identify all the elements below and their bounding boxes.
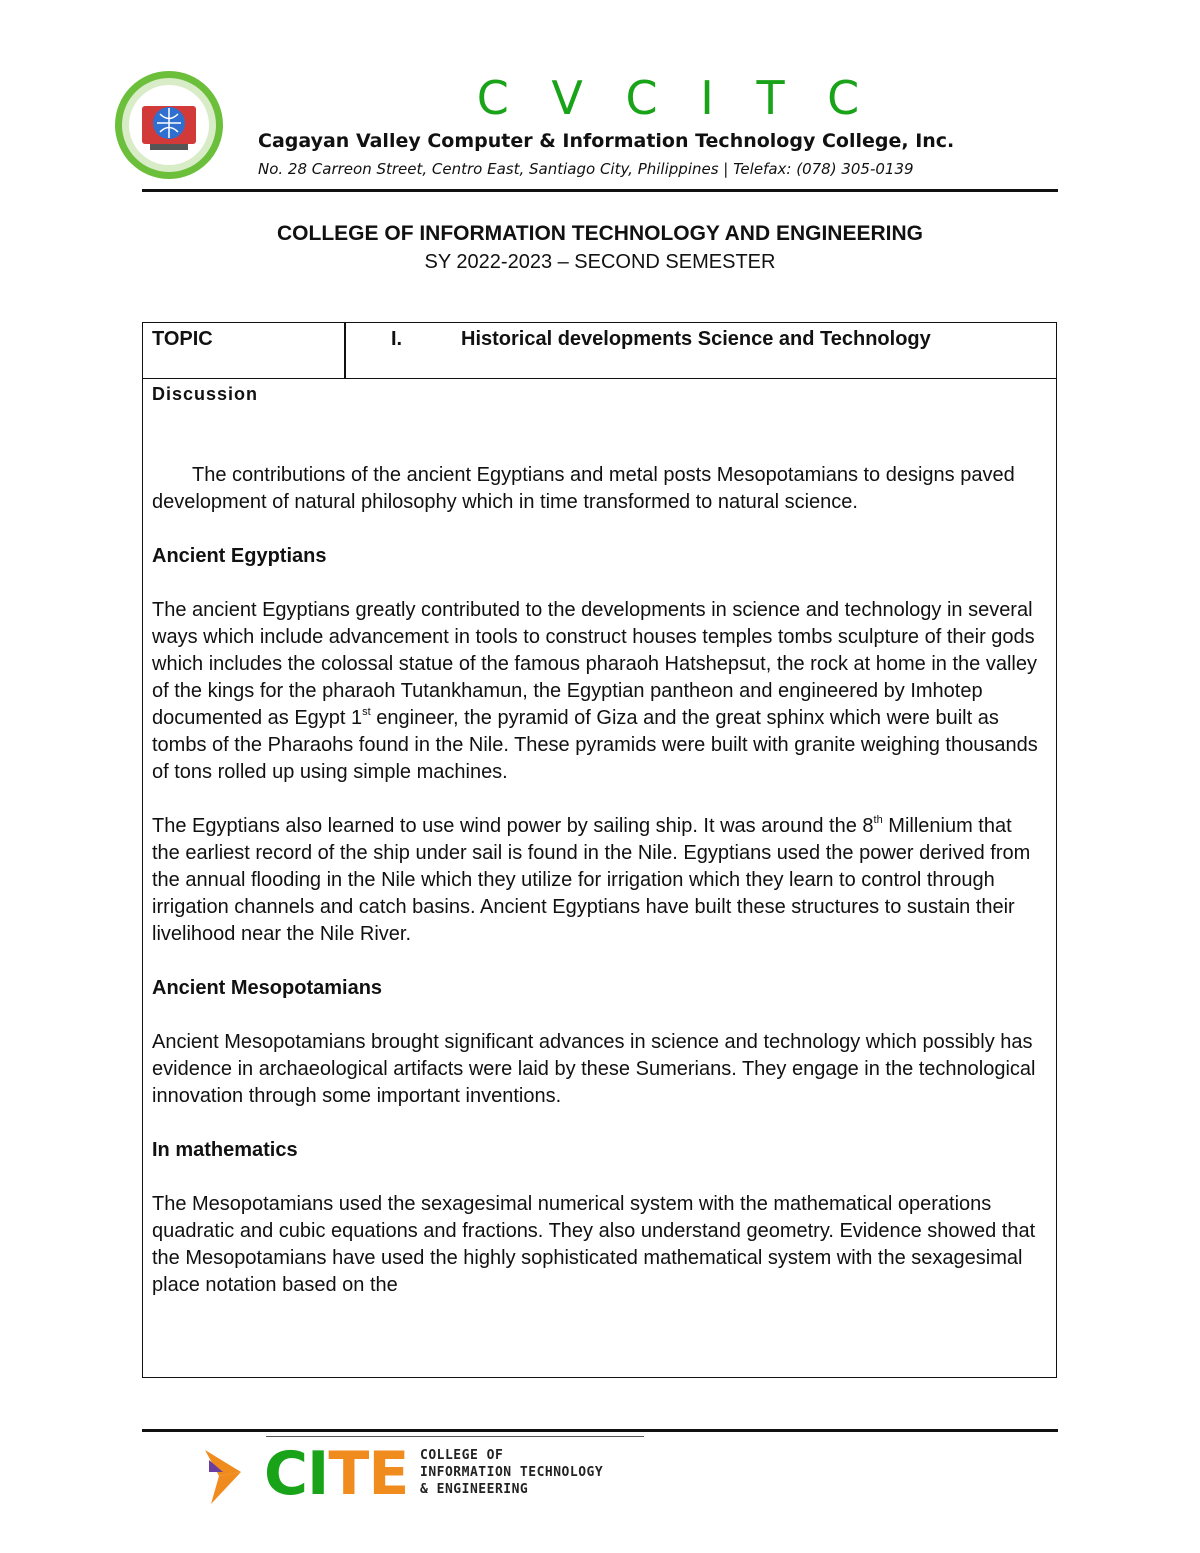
- semester-label: SY 2022-2023 – SECOND SEMESTER: [424, 251, 776, 273]
- egypt-p2-text-b: Millenium that the earliest record of the ship under sail is found in the Nile. Egyptians used the power derived from the annual flooding in the Nile which they utilize for irrigation which they learn to control through irrigation channels and catch basins. Ancient Egyptians have built these structures to sustain their livelihood near the Nile River.: [152, 815, 1031, 945]
- topic-row: [143, 323, 1056, 379]
- cite-letter-e: E: [368, 1439, 409, 1509]
- egypt-p1-text-b: engineer, the pyramid of Giza and the great sphinx which were built as tombs of the Pharaohs found in the Nile. These pyramids were built with granite weighing thousands of tons rolled up using simple machines.: [152, 707, 1038, 783]
- institution-name: Cagayan Valley Computer & Information Technology College, Inc.: [258, 130, 955, 152]
- topic-number: I.: [391, 328, 403, 350]
- footer-divider: [142, 1429, 1058, 1432]
- discussion-label: Discussion: [152, 384, 259, 404]
- meso-paragraph-1: Ancient Mesopotamians brought significant advances in science and technology which possibly has evidence in archaeological artifacts were laid by these Sumerians. They engage in the technological innovation through some important inventions.: [152, 1031, 1036, 1107]
- cite-letter-t: T: [328, 1439, 369, 1509]
- topic-label: TOPIC: [152, 328, 213, 350]
- egypt-p2-text-a: The Egyptians also learned to use wind power by sailing ship. It was around the 8: [152, 815, 874, 837]
- math-heading: In mathematics: [152, 1139, 298, 1161]
- egypt-heading: Ancient Egyptians: [152, 545, 327, 567]
- cite-line-2: INFORMATION TECHNOLOGY: [420, 1465, 604, 1480]
- topic-title: Historical developments Science and Technology: [461, 328, 931, 350]
- cite-letter-c: C: [264, 1439, 308, 1509]
- egypt-p1-superscript: st: [362, 706, 371, 718]
- footer-thin-rule: [266, 1436, 644, 1437]
- topic-cell-divider: [344, 323, 346, 378]
- institution-acronym: C V C I T C: [476, 71, 874, 125]
- cite-college-name: [420, 1447, 603, 1498]
- discussion-body: [152, 381, 1045, 1299]
- college-title: COLLEGE OF INFORMATION TECHNOLOGY AND ENGINEERING: [277, 222, 923, 245]
- cite-line-1: COLLEGE OF: [420, 1448, 504, 1463]
- header-divider: [142, 189, 1058, 192]
- institution-address: No. 28 Carreon Street, Centro East, Santiago City, Philippines | Telefax: (078) 305-0139: [258, 160, 914, 178]
- cite-logo-wordmark: [264, 1440, 408, 1508]
- cite-letter-i: I: [307, 1439, 329, 1509]
- cite-arrow-icon: [205, 1450, 245, 1504]
- meso-heading: Ancient Mesopotamians: [152, 977, 383, 999]
- egypt-paragraph-2: [152, 813, 1045, 948]
- intro-paragraph: The contributions of the ancient Egyptians and metal posts Mesopotamians to designs paved development of natural philosophy which in time transformed to natural science.: [152, 464, 1015, 513]
- egypt-p1-text-a: The ancient Egyptians greatly contributed to the developments in science and technology in several ways which include advancement in tools to construct houses temples tombs sculpture of their gods which includes the colossal statue of the famous pharaoh Hatshepsut, the rock at home in the valley of the kings for the pharaoh Tutankhamun, the Egyptian pantheon and engineered by Imhotep documented as Egypt 1: [152, 599, 1037, 729]
- egypt-paragraph-1: [152, 597, 1045, 786]
- egypt-p2-superscript: th: [873, 814, 883, 826]
- math-paragraph-1: The Mesopotamians used the sexagesimal numerical system with the mathematical operations quadratic and cubic equations and fractions. They also understand geometry. Evidence showed that the Mesopotamians have used the highly sophisticated mathematical system with the sexagesimal place notation based on the: [152, 1193, 1036, 1296]
- cite-line-3: & ENGINEERING: [420, 1482, 529, 1497]
- topic-table: [142, 322, 1057, 1378]
